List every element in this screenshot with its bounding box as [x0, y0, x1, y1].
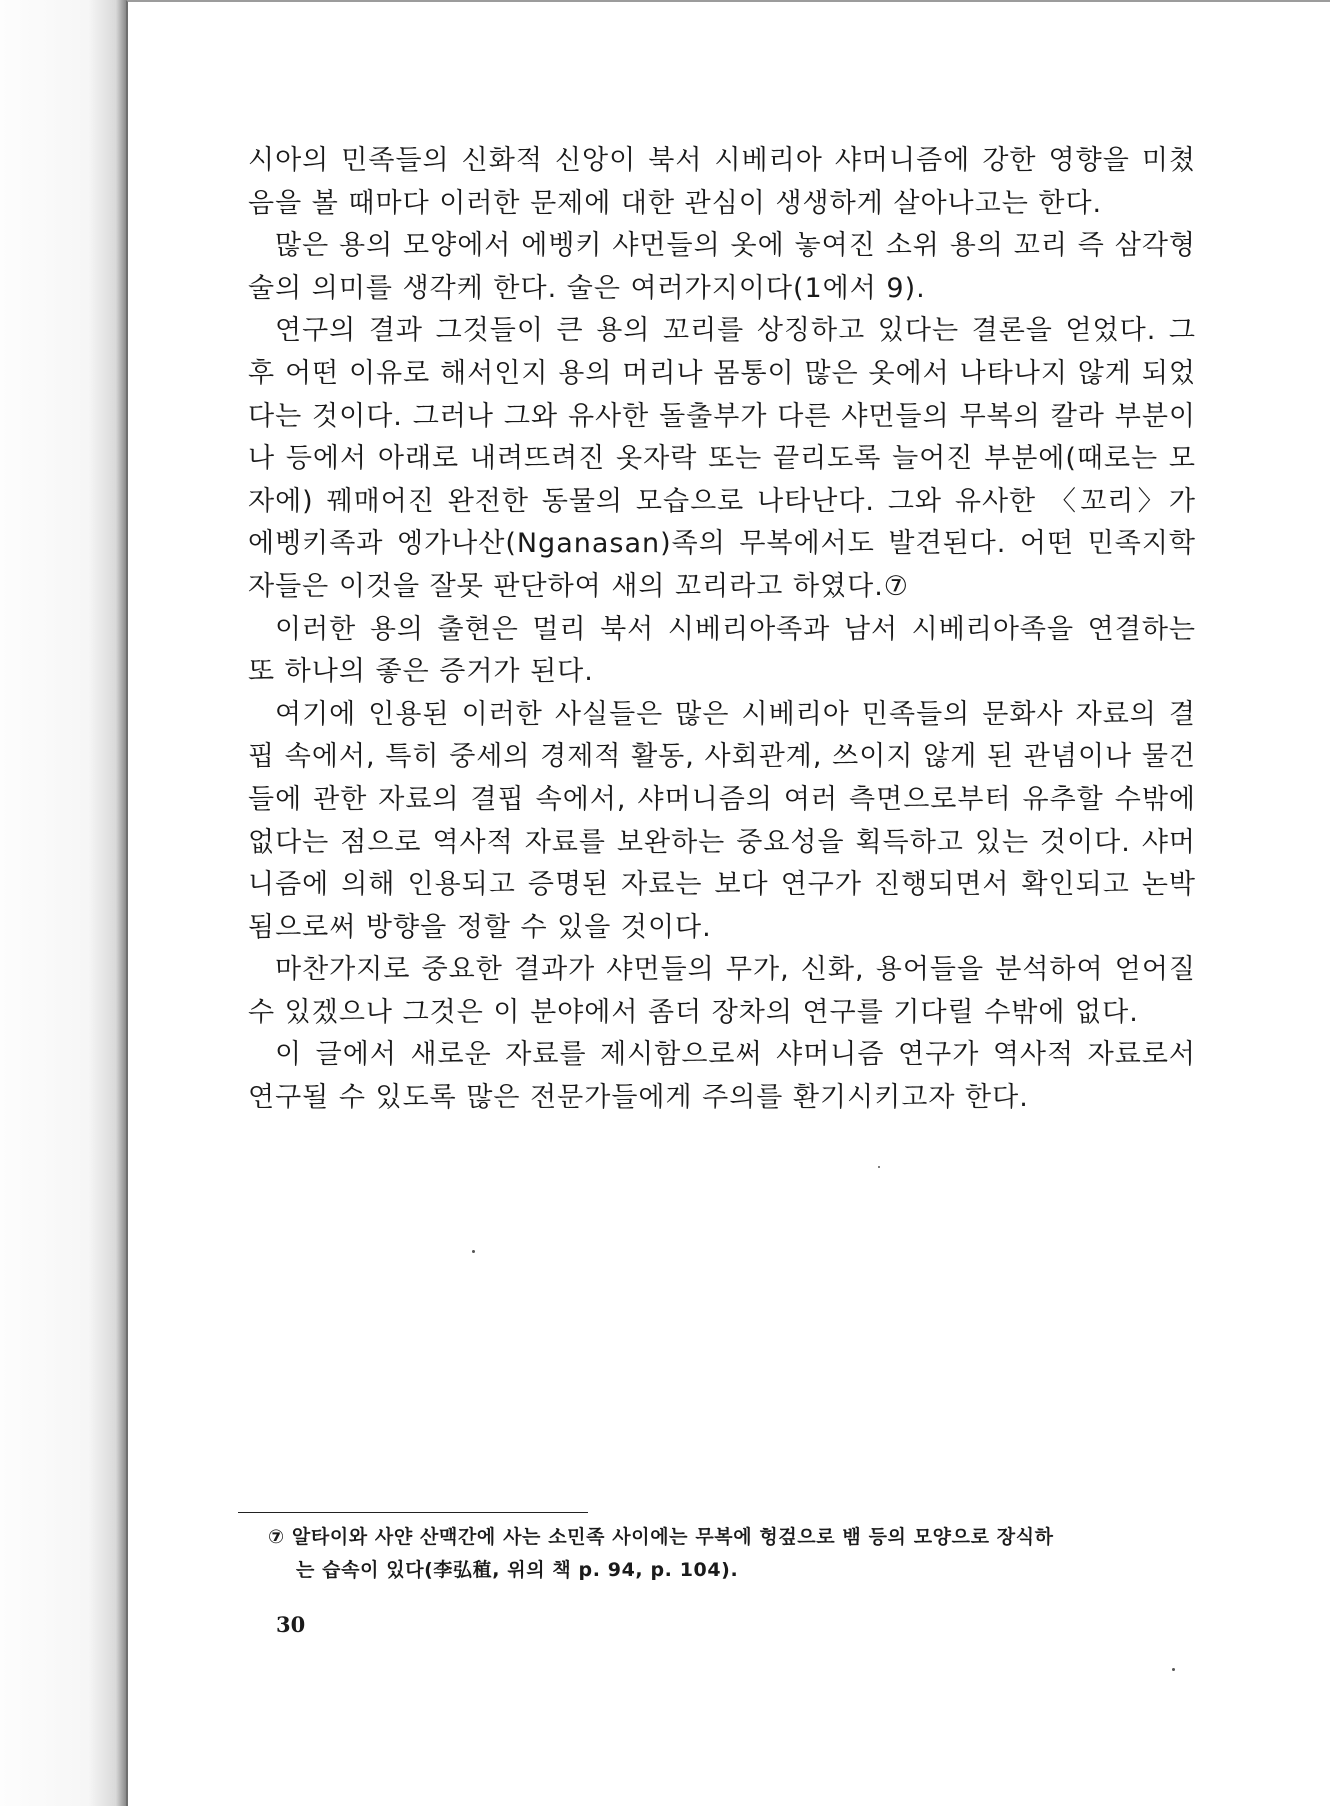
scanned-page: [126, 0, 1330, 1806]
footnote-divider: [238, 1512, 588, 1513]
footnote-line-2: 는 습속이 있다(李弘稙, 위의 책 p. 94, p. 104).: [296, 1559, 739, 1581]
paragraph-7: 이 글에서 새로운 자료를 제시함으로써 샤머니즘 연구가 역사적 자료로서 연구될 수 있도록 많은 전문가들에게 주의를 환기시키고자 한다.: [248, 1039, 1196, 1114]
footnote: [268, 1521, 1192, 1587]
paragraph-6: 마찬가지로 중요한 결과가 샤먼들의 무가, 신화, 용어들을 분석하여 얻어질 수 있겠으나 그것은 이 분야에서 좀더 장차의 연구를 기다릴 수밖에 없다.: [248, 954, 1196, 1028]
scan-speck: [878, 1166, 880, 1168]
footnote-line-1: 알타이와 사얀 산맥간에 사는 소민족 사이에는 무복에 헝겊으로 뱀 등의 모양으로 장식하: [291, 1526, 1054, 1548]
paragraph-2: 많은 용의 모양에서 에벵키 샤먼들의 옷에 놓여진 소위 용의 꼬리 즉 삼각형 술의 의미를 생각케 한다. 술은 여러가지이다(1에서 9).: [248, 230, 1196, 304]
scan-speck: [1172, 1668, 1175, 1671]
paragraph-1: 시아의 민족들의 신화적 신앙이 북서 시베리아 샤머니즘에 강한 영향을 미쳤음을 볼 때마다 이러한 문제에 대한 관심이 생생하게 살아나고는 한다.: [248, 145, 1196, 219]
page-number: 30: [276, 1612, 306, 1637]
paragraph-5: 여기에 인용된 이러한 사실들은 많은 시베리아 민족들의 문화사 자료의 결핍 속에서, 특히 중세의 경제적 활동, 사회관계, 쓰이지 않게 된 관념이나 물건들에 관한 자료의 결핍 속에서, 샤머니즘의 여러 측면으로부터 유추할 수밖에 없다는 점으로 역사적 자료를 보완하는 중요성을 획득하고 있는 것이다. 샤머니즘에 의해 인용되고 증명된 자료는 보다 연구가 진행되면서 확인되고 논박됨으로써 방향을 정할 수 있을 것이다.: [248, 698, 1196, 943]
page-gutter-shadow: [0, 0, 126, 1806]
paragraph-3: 연구의 결과 그것들이 큰 용의 꼬리를 상징하고 있다는 결론을 얻었다. 그 후 어떤 이유로 해서인지 용의 머리나 몸통이 많은 옷에서 나타나지 않게 되었다는 것이다. 그러나 그와 유사한 돌출부가 다른 샤먼들의 무복의 칼라 부분이나 등에서 아래로 내려뜨려진 옷자락 또는 끝리도록 늘어진 부분에(때로는 모자에) 꿰매어진 완전한 동물의 모습으로 나타난다. 그와 유사한 〈꼬리〉가 에벵키족과 엥가나산(Nganasan)족의 무복에서도 발견된다. 어떤 민족지학자들은 이것을 잘못 판단하여 새의 꼬리라고 하였다.⑦: [248, 315, 1196, 602]
body-text: [248, 140, 1196, 1120]
scan-speck: [472, 1250, 475, 1253]
footnote-marker: ⑦: [268, 1526, 285, 1548]
paragraph-4: 이러한 용의 출현은 멀리 북서 시베리아족과 남서 시베리아족을 연결하는 또 하나의 좋은 증거가 된다.: [248, 613, 1196, 688]
